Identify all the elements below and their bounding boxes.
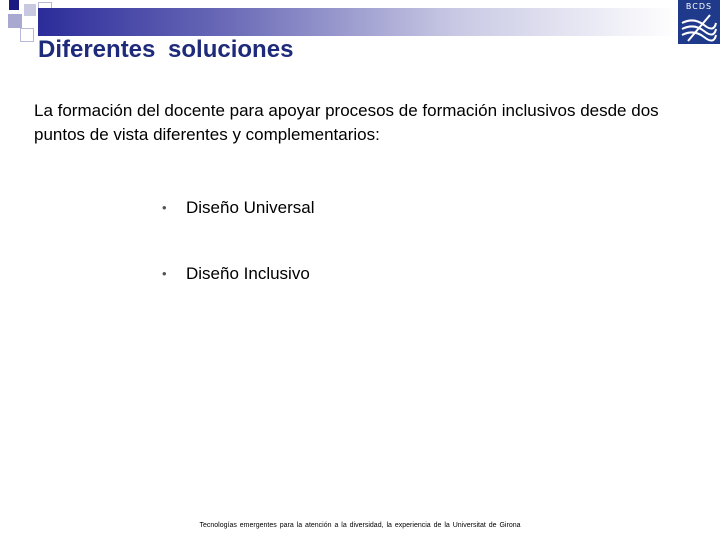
bullet-icon: • bbox=[162, 266, 167, 281]
slide-title: Diferentes soluciones bbox=[38, 36, 294, 63]
bullet-label: Diseño Inclusivo bbox=[186, 264, 310, 283]
header-gradient-bar bbox=[38, 8, 678, 36]
intro-paragraph: La formación del docente para apoyar procesos de formación inclusivos desde dos puntos de vista diferentes y complementarios: bbox=[34, 101, 659, 144]
decorative-square bbox=[9, 0, 19, 10]
bcds-logo bbox=[678, 0, 720, 44]
bullet-icon: • bbox=[162, 200, 167, 215]
decorative-square bbox=[24, 4, 36, 16]
decorative-square bbox=[8, 14, 22, 28]
logo-text: BCDS bbox=[685, 2, 713, 11]
decorative-square bbox=[20, 28, 34, 42]
slide-footer: Tecnologías emergentes para la atención a la diversidad, la experiencia de la Universitat de Girona bbox=[199, 522, 521, 529]
logo-emblem-icon bbox=[680, 13, 718, 43]
bullet-label: Diseño Universal bbox=[186, 198, 315, 217]
